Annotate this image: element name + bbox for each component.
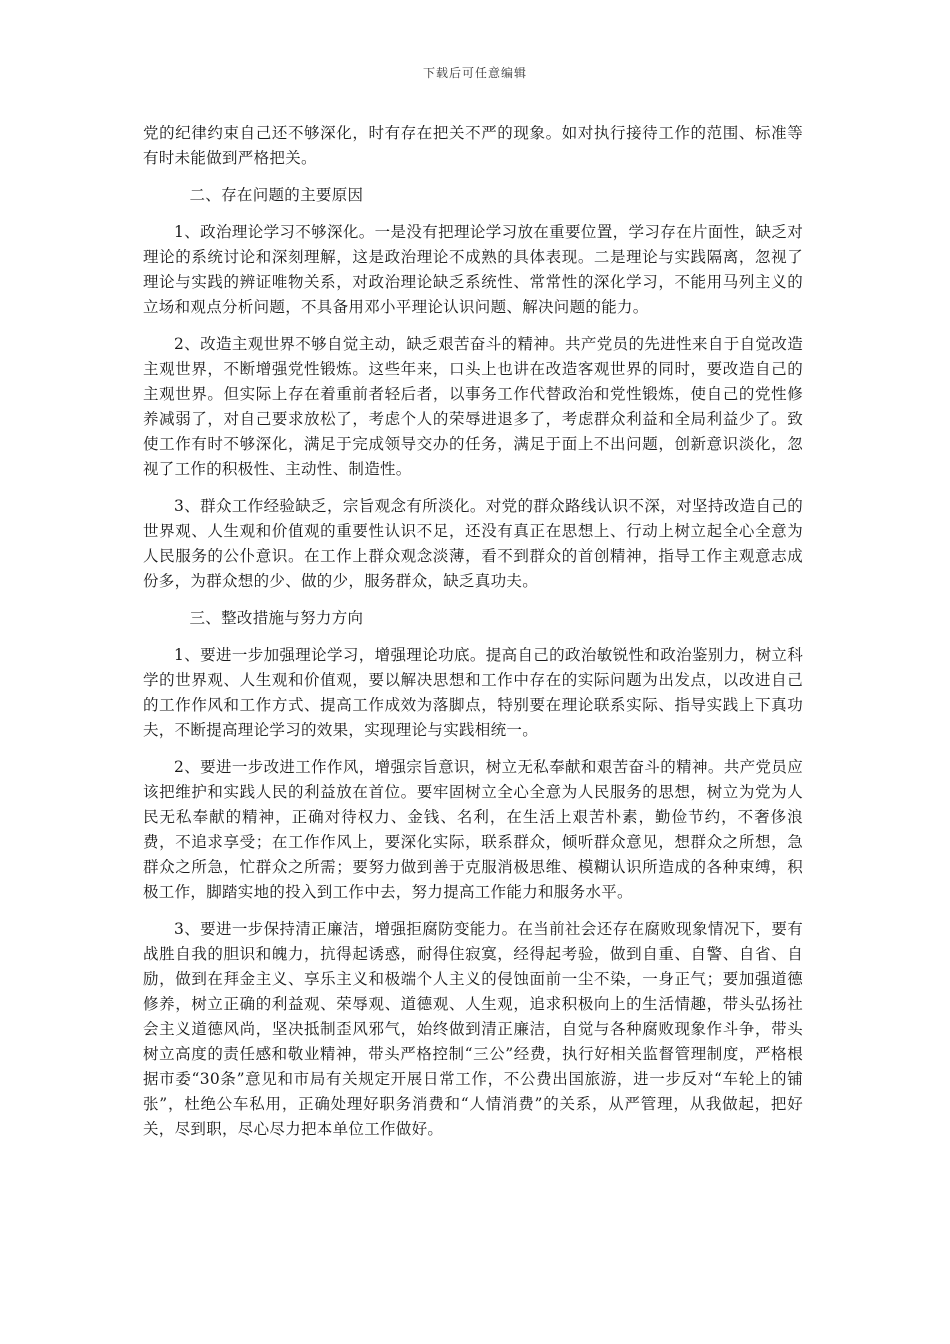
paragraph-cause-1: 1、政治理论学习不够深化。一是没有把理论学习放在重要位置，学习存在片面性，缺乏对理论的系统讨论和深刻理解，这是政治理论不成熟的具体表现。二是理论与实践隔离，忽视了理论与实践的辨证唯物关系，对政治理论缺乏系统性、常常性的深化学习，不能用马列主义的立场和观点分析问题，不具备用邓小平理论认识问题、解决问题的能力。 bbox=[143, 223, 803, 316]
section-heading-3: 三、整改措施与努力方向 bbox=[189, 609, 364, 627]
page-header: 下载后可任意编辑 bbox=[422, 66, 527, 80]
paragraph-measure-2: 2、要进一步改进工作作风，增强宗旨意识，树立无私奉献和艰苦奋斗的精神。共产党员应该把维护和实践人民的利益放在首位。要牢固树立全心全意为人民服务的思想，树立为党为人民无私奉献的精神，正确对待权力、金钱、名利，在生活上艰苦朴素，勤俭节约，不奢侈浪费，不追求享受；在工作作风上，要深化实际，联系群众，倾听群众意见，想群众之所想，急群众之所急，忙群众之所需；要努力做到善于克服消极思维、模糊认识所造成的各种束缚，积极工作，脚踏实地的投入到工作中去，努力提高工作能力和服务水平。 bbox=[143, 758, 803, 901]
paragraph-cause-3: 3、群众工作经验缺乏，宗旨观念有所淡化。对党的群众路线认识不深，对坚持改造自己的世界观、人生观和价值观的重要性认识不足，还没有真正在思想上、行动上树立起全心全意为人民服务的公仆意识。在工作上群众观念淡薄，看不到群众的首创精神，指导工作主观意志成份多，为群众想的少、做的少，服务群众，缺乏真功夫。 bbox=[143, 497, 803, 590]
paragraph-measure-1: 1、要进一步加强理论学习，增强理论功底。提高自己的政治敏锐性和政治鉴别力，树立科学的世界观、人生观和价值观，要以解决思想和工作中存在的实际问题为出发点，以改进自己的工作作风和工作方式、提高工作成效为落脚点，特别要在理论联系实际、指导实践上下真功夫，不断提高理论学习的效果，实现理论与实践相统一。 bbox=[143, 646, 803, 739]
document-body bbox=[143, 121, 803, 1154]
section-heading-2: 二、存在问题的主要原因 bbox=[189, 186, 364, 204]
paragraph-continuation: 党的纪律约束自己还不够深化，时有存在把关不严的现象。如对执行接待工作的范围、标准等有时未能做到严格把关。 bbox=[143, 124, 803, 167]
paragraph-cause-2: 2、改造主观世界不够自觉主动，缺乏艰苦奋斗的精神。共产党员的先进性来自于自觉改造主观世界，不断增强党性锻炼。这些年来，口头上也讲在改造客观世界的同时，要改造自己的主观世界。但实际上存在着重前者轻后者，以事务工作代替政治和党性锻炼，使自己的党性修养减弱了，对自己要求放松了，考虑个人的荣辱进退多了，考虑群众利益和全局利益少了。致使工作有时不够深化，满足于完成领导交办的任务，满足于面上不出问题，创新意识淡化，忽视了工作的积极性、主动性、制造性。 bbox=[143, 335, 803, 478]
paragraph-measure-3: 3、要进一步保持清正廉洁，增强拒腐防变能力。在当前社会还存在腐败现象情况下，要有战胜自我的胆识和魄力，抗得起诱惑，耐得住寂寞，经得起考验，做到自重、自警、自省、自励，做到在拜金主义、享乐主义和极端个人主义的侵蚀面前一尘不染，一身正气；要加强道德修养，树立正确的利益观、荣辱观、道德观、人生观，追求积极向上的生活情趣，带头弘扬社会主义道德风尚，坚决抵制歪风邪气，始终做到清正廉洁，自觉与各种腐败现象作斗争，带头树立高度的责任感和敬业精神，带头严格控制“三公”经费，执行好相关监督管理制度，严格根据市委“30条”意见和市局有关规定开展日常工作，不公费出国旅游，进一步反对“车轮上的铺张”，杜绝公车私用，正确处理好职务消费和“人情消费”的关系，从严管理，从我做起，把好关，尽到职，尽心尽力把本单位工作做好。 bbox=[143, 920, 803, 1138]
